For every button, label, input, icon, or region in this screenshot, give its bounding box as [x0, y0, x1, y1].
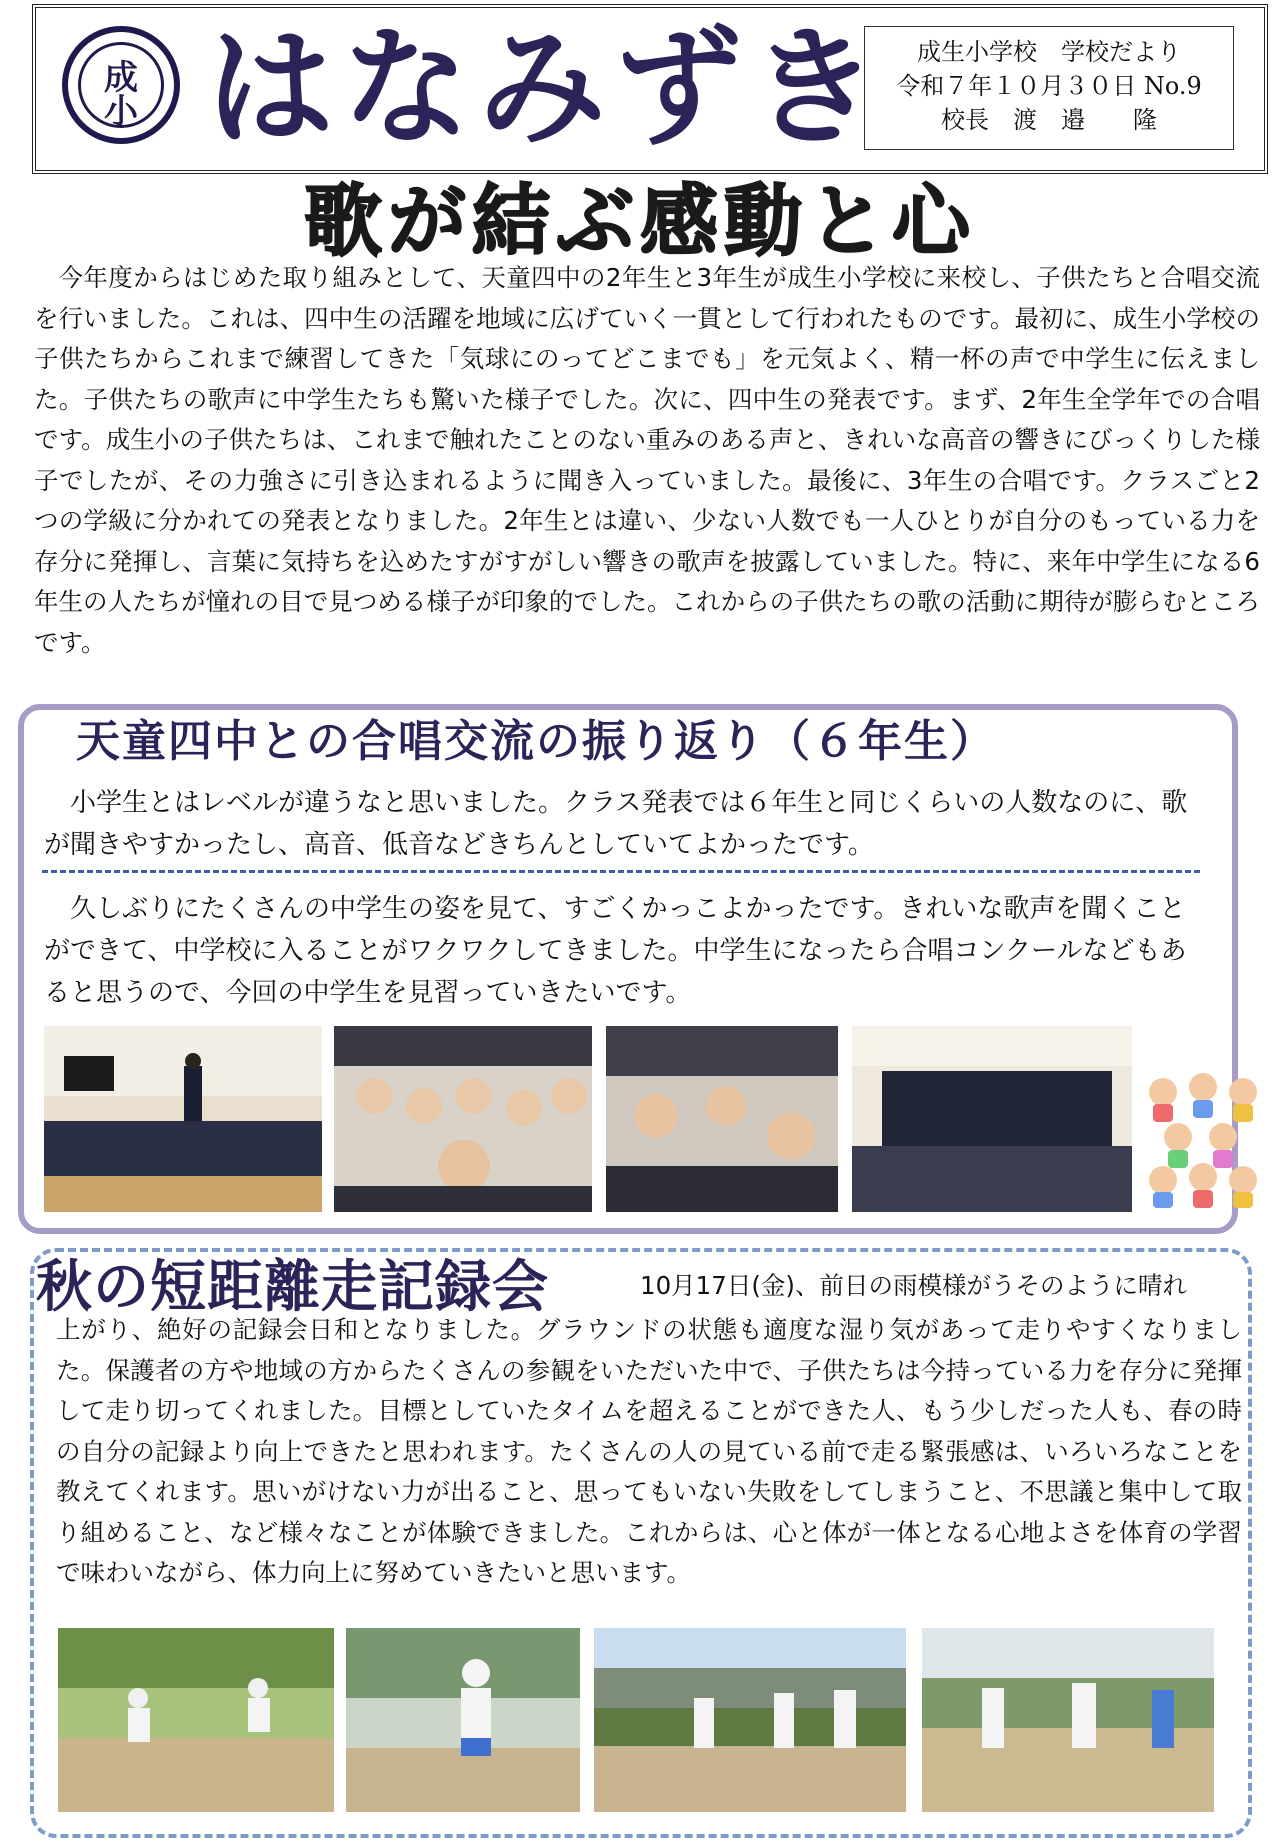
children-cheering-illustration [1138, 1062, 1268, 1212]
issue-school: 成生小学校 学校だより [917, 38, 1181, 66]
sprint-article-text: 上がり、絶好の記録会日和となりました。グラウンドの状態も適度な湿り気があって走りやすくなりました。保護者の方や地域の方からたくさんの参観をいただいた中で、子供たちは今持っている力を存分に発揮して走り切ってくれました。目標としていたタイムを超えることができた人、もう少しだった人も、春の時の自分の記録より向上できたと思われます。たくさんの人の見ている前で走る緊張感は、いろいろなことを教えてくれます。思いがけない力が出ること、思ってもいない失敗をしてしまうこと、不思議と集中して取り組めること、など様々なことが体験できました。これからは、心と体が一体となる心地よさを体育の学習で味わいながら、体力向上に努めていきたいと思います。 [56, 1315, 1242, 1587]
newsletter-title: はなみずき [206, 14, 887, 163]
photo-sprint-finish [920, 1626, 1216, 1814]
issue-principal: 校長 渡 邉 隆 [941, 106, 1157, 134]
sprint-title: 秋の短距離走記録会 [36, 1255, 549, 1320]
dashed-divider [42, 870, 1200, 873]
reflection-entry: 小学生とはレベルが違うなと思いました。クラス発表では６年生と同じくらいの人数なのに、歌が聞きやすかったし、高音、低音などきちんとしていてよかったです。 [44, 788, 1188, 860]
sprint-lead-text: 10月17日(金)、前日の雨模様がうそのように晴れ [640, 1271, 1187, 1300]
masthead [32, 4, 1268, 174]
article-headline: 歌が結ぶ感動と心 [303, 177, 976, 267]
photo-sprint-race [592, 1626, 908, 1814]
seal-char-top: 成 [104, 58, 138, 98]
photo-junior-high-choir [850, 1024, 1134, 1214]
main-article-text: 今年度からはじめた取り組みとして、天童四中の2年生と3年生が成生小学校に来校し、子供たちと合唱交流を行いました。これは、四中生の活躍を地域に広げていく一貫として行われたものです。最初に、成生小学校の子供たちからこれまで練習してきた「気球にのってどこまでも」を元気よく、精一杯の声で中学生に伝えました。子供たちの歌声に中学生たちも驚いた様子でした。次に、四中生の発表です。まず、2年生全学年での合唱です。成生小の子供たちは、これまで触れたことのない重みのある声と、きれいな高音の響きにびっくりした様子でしたが、その力強さに引き込まれるように聞き入っていました。最後に、3年生の合唱です。クラスごと2つの学級に分かれての発表となりました。2年生とは違い、少ない人数でも一人ひとりが自分のもっている力を存分に発揮し、言葉に気持ちを込めたすがすがしい響きの歌声を披露していました。特に、来年中学生になる6年生の人たちが憧れの目で見つめる様子が印象的でした。これからの子供たちの歌の活動に期待が膨らむところです。 [34, 263, 1260, 657]
issue-date: 令和７年１０月３０日 No.9 [896, 72, 1202, 100]
photo-sprint-runner [344, 1626, 582, 1814]
reflection-entry: 久しぶりにたくさんの中学生の姿を見て、すごくかっこよかったです。きれいな歌声を聞くことができて、中学校に入ることがワクワクしてきました。中学生になったら合唱コンクールなどもあると思うので、今回の中学生を見習っていきたいです。 [44, 894, 1187, 1008]
school-seal-logo [62, 26, 180, 144]
photo-children-listening [604, 1024, 840, 1214]
photo-sprint-start [56, 1626, 336, 1814]
photo-choir-performance [42, 1024, 324, 1214]
reflection-title: 天童四中との合唱交流の振り返り（６年生） [76, 716, 996, 767]
issue-info-box [864, 26, 1234, 150]
photo-children-singing [332, 1024, 594, 1214]
seal-char-bottom: 小 [104, 92, 138, 132]
